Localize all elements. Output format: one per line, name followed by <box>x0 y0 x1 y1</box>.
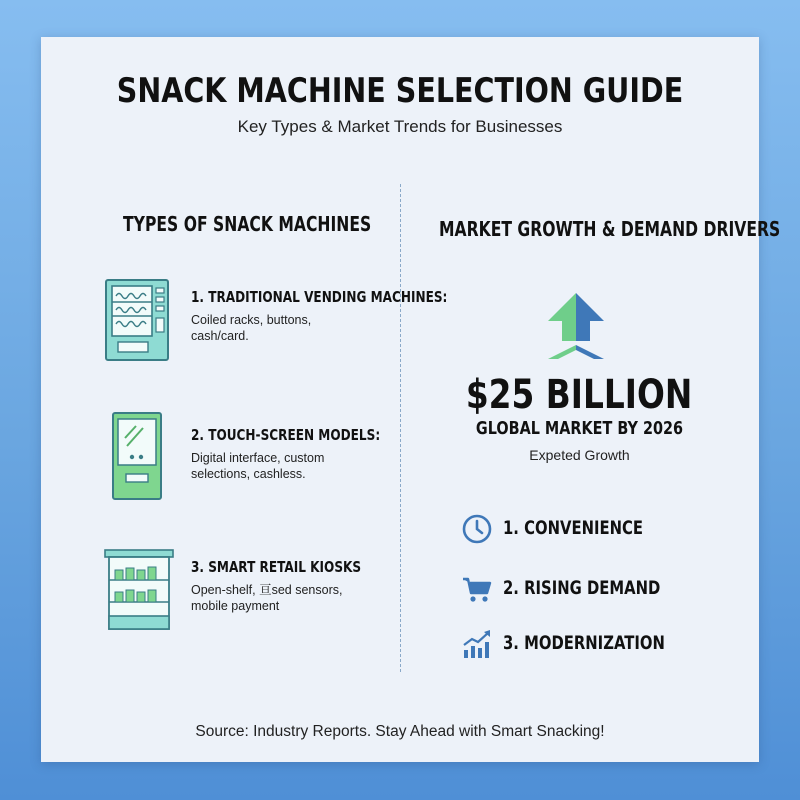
machine-type-description: Digital interface, custom selections, cashless. <box>191 451 325 481</box>
machine-type-traditional <box>103 278 448 373</box>
clock-icon <box>461 513 493 550</box>
machine-type-smart-kiosk <box>103 548 413 643</box>
market-value: $25 BILLION <box>466 372 693 418</box>
page-title: SNACK MACHINE SELECTION GUIDE <box>116 71 684 111</box>
market-value-row <box>400 372 759 418</box>
market-heading: MARKET GROWTH & DEMAND DRIVERS <box>439 217 781 241</box>
driver-label: 1. CONVENIENCE <box>503 517 644 539</box>
source-footer: Source: Industry Reports. Stay Ahead with Smart Snacking! <box>195 723 605 740</box>
types-heading: TYPES OF SNACK MACHINES <box>123 212 372 236</box>
driver-label: 3. MODERNIZATION <box>503 632 665 654</box>
infographic-card <box>41 37 781 762</box>
driver-label: 2. RISING DEMAND <box>503 577 661 599</box>
touch-screen-kiosk-icon <box>103 412 171 507</box>
vending-machine-icon <box>103 278 171 367</box>
growth-chart-icon <box>461 628 493 665</box>
machine-type-description: Open-shelf, 亘sed sensors, mobile payment <box>191 583 343 613</box>
machine-type-touch-screen <box>103 412 413 507</box>
machine-type-name: 2. TOUCH-SCREEN MODELS: <box>191 426 381 444</box>
shopping-cart-icon <box>461 573 493 610</box>
market-value-caption: GLOBAL MARKET BY 2026 <box>475 418 684 439</box>
machine-type-name: 1. TRADITIONAL VENDING MACHINES: <box>191 288 448 306</box>
machine-type-description: Coiled racks, buttons, cash/card. <box>191 313 312 343</box>
page-subtitle: Key Types & Market Trends for Businesses <box>237 117 563 136</box>
machine-type-name: 3. SMART RETAIL KIOSKS <box>191 558 362 576</box>
market-caption-row <box>400 418 759 439</box>
growth-label: Expeted Growth <box>529 447 630 463</box>
smart-shelf-kiosk-icon <box>103 548 175 639</box>
growth-arrow-icon <box>546 293 606 368</box>
